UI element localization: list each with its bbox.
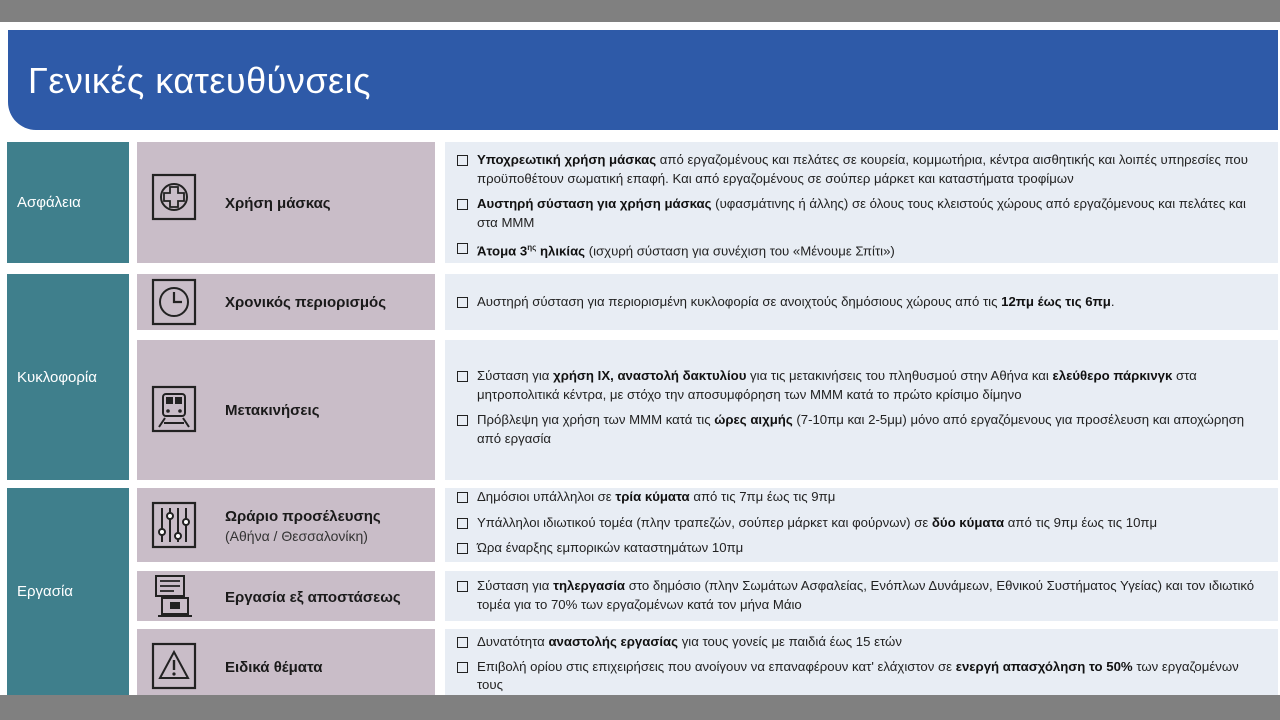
bullet-strong: 12πμ έως τις 6πμ <box>1001 294 1111 309</box>
bullet-text: των εργαζομένων τους <box>477 658 1239 692</box>
topic-special <box>137 629 435 695</box>
bullet-text: για τους γονείς με παιδιά έως 15 ετών <box>678 634 902 649</box>
topic-special-label: Ειδικά θέματα <box>225 659 323 676</box>
bullet-strong: τηλεργασία <box>553 578 626 593</box>
bullet-text: (υφασμάτινης ή άλλης) σε όλους τους κλειστούς χώρους από εργαζόμενους και πελάτες και στα ΜΜΜ <box>477 196 1246 230</box>
bullet-strong: ώρες αιχμής <box>714 412 793 427</box>
bullet-strong: ηλικίας <box>536 243 586 259</box>
bullet-item <box>457 658 1266 695</box>
bullet-text: Δυνατότητα <box>477 634 549 649</box>
detail-mask <box>445 142 1278 263</box>
bullet-text: Υπάλληλοι ιδιωτικού τομέα (πλην τραπεζών, σούπερ μάρκετ και φούρνων) σε <box>477 514 932 530</box>
category-asfaleia: Ασφάλεια <box>7 142 129 263</box>
bullet-text: Αυστηρή σύσταση για περιορισμένη κυκλοφορία σε ανοιχτούς δημόσιους χώρους από τις <box>477 294 1002 309</box>
topic-time <box>137 274 435 330</box>
bullet-text: στο δημόσιο (πλην Σωμάτων Ασφαλείας, Ενόπλων Δυνάμεων, Εθνικού Συστήματος Υγείας) και τον ιδιωτικό τομέα για το 70% των εργαζομένων κατά τον μήνα Μάιο <box>477 578 1255 612</box>
detail-special <box>445 629 1278 695</box>
bullet-strong: ενεργή απασχόληση το 50% <box>955 658 1133 674</box>
bullet-text: από εργαζομένους και πελάτες σε κουρεία, κομμωτήρια, κέντρα αισθητικής και λοιπές υπηρεσίες που προϋποθέτουν σωματική επαφή. Και από εργαζομένους σε σούπερ μάρκετ και καταστήματα τροφίμων <box>477 152 1248 186</box>
bullet-text: από τις 9πμ έως τις 10πμ <box>1004 514 1158 530</box>
bullet-item <box>457 488 1266 507</box>
bullet-text: από τις 7πμ έως τις 9πμ <box>689 489 836 504</box>
bullet-strong: ελεύθερο πάρκινγκ <box>1052 368 1173 383</box>
bullet-item: Ώρα έναρξης εμπορικών καταστημάτων 10πμ <box>457 539 1266 558</box>
bullet-strong: δύο κύματα <box>931 514 1005 530</box>
clock-icon <box>150 277 198 327</box>
bullet-item <box>457 367 1266 404</box>
topic-schedule-subtitle: (Αθήνα / Θεσσαλονίκη) <box>225 528 368 544</box>
bullet-strong: Άτομα 3 <box>477 243 528 259</box>
detail-time <box>445 274 1278 330</box>
topic-moves-label: Μετακινήσεις <box>225 402 320 419</box>
bullet-item <box>457 239 1266 261</box>
bullet-text: . <box>1110 294 1115 309</box>
computer-icon <box>150 572 198 620</box>
bullet-strong: Υποχρεωτική χρήση μάσκας <box>477 152 657 167</box>
train-icon <box>150 384 198 434</box>
bullet-text: (ισχυρή σύσταση για συνέχιση του «Μένουμε Σπίτι») <box>585 243 895 259</box>
sliders-icon <box>150 500 198 550</box>
warning-icon <box>150 641 198 691</box>
bullet-text: Δημόσιοι υπάλληλοι σε <box>477 489 616 504</box>
detail-remote <box>445 571 1278 621</box>
topic-mask <box>137 142 435 263</box>
bullet-text: Επιβολή ορίου στις επιχειρήσεις που ανοίγουν να επαναφέρουν κατ' ελάχιστον σε <box>477 658 956 674</box>
topic-remote-label: Εργασία εξ αποστάσεως <box>225 589 401 606</box>
bullet-text: για τις μετακινήσεις του πληθυσμού στην Αθήνα και <box>746 368 1053 383</box>
page-title: Γενικές κατευθύνσεις <box>28 60 371 101</box>
category-ergasia: Εργασία <box>7 488 129 695</box>
bullet-strong: χρήση ΙΧ, αναστολή δακτυλίου <box>553 368 747 383</box>
bullet-strong: Αυστηρή σύσταση για χρήση μάσκας <box>477 196 712 211</box>
topic-moves <box>137 340 435 480</box>
bullet-text: Πρόβλεψη για χρήση των ΜΜΜ κατά τις <box>477 412 715 427</box>
bullet-strong: αναστολής εργασίας <box>548 634 679 649</box>
topic-schedule-label <box>225 508 381 544</box>
topic-mask-label: Χρήση μάσκας <box>225 195 331 212</box>
slide <box>0 22 1280 695</box>
detail-moves <box>445 340 1278 480</box>
bullet-strong: τρία κύματα <box>615 489 690 504</box>
bullet-item <box>457 195 1266 232</box>
detail-schedule <box>445 488 1278 562</box>
bullet-item <box>457 293 1266 312</box>
category-kykloforia: Κυκλοφορία <box>7 274 129 480</box>
bullet-item <box>457 514 1266 533</box>
bullet-item <box>457 577 1266 614</box>
bullet-text: Σύσταση για <box>477 368 554 383</box>
bullet-item <box>457 633 1266 652</box>
topic-schedule <box>137 488 435 562</box>
medical-cross-icon <box>150 172 198 222</box>
topic-time-label: Χρονικός περιορισμός <box>225 294 387 311</box>
bullet-text: στα μητροπολιτικά κέντρα, με στόχο την αποσυμφόρηση των ΜΜΜ κατά το πρώτο κρίσιμο δίμηνο <box>477 368 1197 402</box>
bullet-item <box>457 151 1266 188</box>
bullet-sup: ης <box>527 243 537 252</box>
bullet-text: Σύσταση για <box>477 578 554 593</box>
bullet-text: (7-10πμ και 2-5μμ) μόνο από εργαζόμενους για προσέλευση και αποχώρηση από εργασία <box>477 412 1245 446</box>
bullet-item <box>457 411 1266 448</box>
topic-remote <box>137 571 435 621</box>
topic-schedule-title: Ωράριο προσέλευσης <box>225 508 381 525</box>
title-banner <box>8 30 1278 130</box>
